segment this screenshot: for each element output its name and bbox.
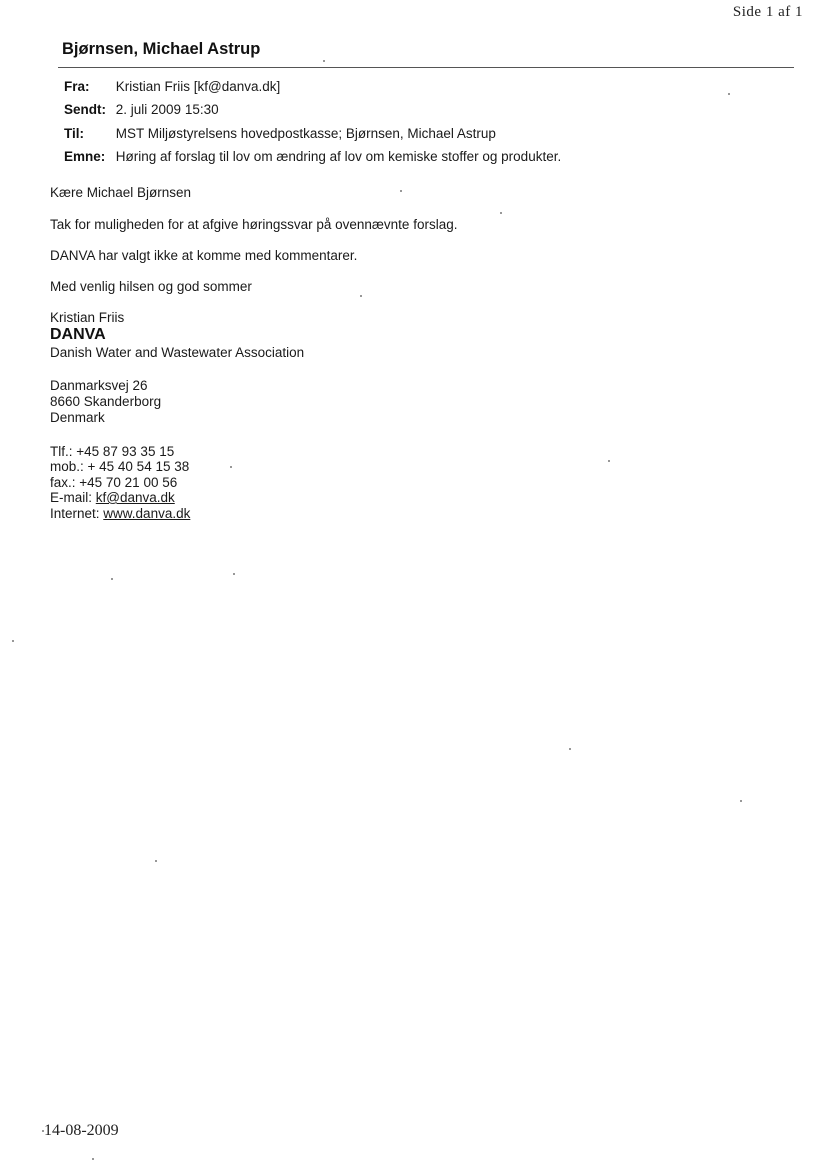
header-from-row xyxy=(64,78,280,96)
scan-speck xyxy=(400,190,402,192)
signature-organization-full: Danish Water and Wastewater Association xyxy=(50,345,305,360)
from-value: Kristian Friis [kf@danva.dk] xyxy=(115,79,281,94)
header-sent-row xyxy=(64,101,219,119)
scan-speck xyxy=(92,1158,94,1160)
header-divider xyxy=(58,67,794,68)
scan-date-stamp: 14-08-2009 xyxy=(44,1122,119,1139)
scan-speck xyxy=(230,466,232,468)
scan-speck xyxy=(42,1130,44,1132)
body-paragraph-2: DANVA har valgt ikke at komme med kommentarer. xyxy=(50,248,358,263)
email-link[interactable]: kf@danva.dk xyxy=(95,490,175,505)
internet-label: Internet: xyxy=(50,506,104,521)
from-label: Fra: xyxy=(64,79,90,94)
subject-label: Emne: xyxy=(64,149,106,164)
address-city: 8660 Skanderborg xyxy=(50,394,162,409)
email-label: E-mail: xyxy=(50,490,96,505)
to-label: Til: xyxy=(64,126,84,141)
phone-line: Tlf.: +45 87 93 35 15 xyxy=(50,444,175,459)
scan-speck xyxy=(12,640,14,642)
scan-speck xyxy=(569,748,571,750)
scan-speck xyxy=(500,212,502,214)
sent-label: Sendt: xyxy=(64,102,106,117)
subject-value: Høring af forslag til lov om ændring af lov om kemiske stoffer og produkter. xyxy=(115,149,562,164)
closing-line: Med venlig hilsen og god sommer xyxy=(50,279,252,294)
body-paragraph-1: Tak for muligheden for at afgive høringssvar på ovennævnte forslag. xyxy=(50,217,458,232)
address-country: Denmark xyxy=(50,410,105,425)
header-to-row xyxy=(64,125,496,143)
scan-speck xyxy=(740,800,742,802)
to-value: MST Miljøstyrelsens hovedpostkasse; Bjørnsen, Michael Astrup xyxy=(115,126,496,141)
mobile-line: mob.: + 45 40 54 15 38 xyxy=(50,459,190,474)
greeting: Kære Michael Bjørnsen xyxy=(50,185,192,200)
mailbox-owner-name: Bjørnsen, Michael Astrup xyxy=(62,40,261,58)
scan-speck xyxy=(155,860,157,862)
address-street: Danmarksvej 26 xyxy=(50,378,148,393)
signature-name: Kristian Friis xyxy=(50,310,125,325)
fax-line: fax.: +45 70 21 00 56 xyxy=(50,475,178,490)
email-line xyxy=(50,490,175,506)
sent-value: 2. juli 2009 15:30 xyxy=(115,102,219,117)
scan-speck xyxy=(323,60,325,62)
signature-organization: DANVA xyxy=(50,326,106,343)
scan-speck xyxy=(728,93,730,95)
scan-speck xyxy=(360,295,362,297)
website-link[interactable]: www.danva.dk xyxy=(103,506,191,521)
internet-line xyxy=(50,506,190,522)
scan-speck xyxy=(233,573,235,575)
scan-speck xyxy=(608,460,610,462)
header-subject-row xyxy=(64,148,561,166)
scan-speck xyxy=(111,578,113,580)
page-number: Side 1 af 1 xyxy=(732,4,803,20)
